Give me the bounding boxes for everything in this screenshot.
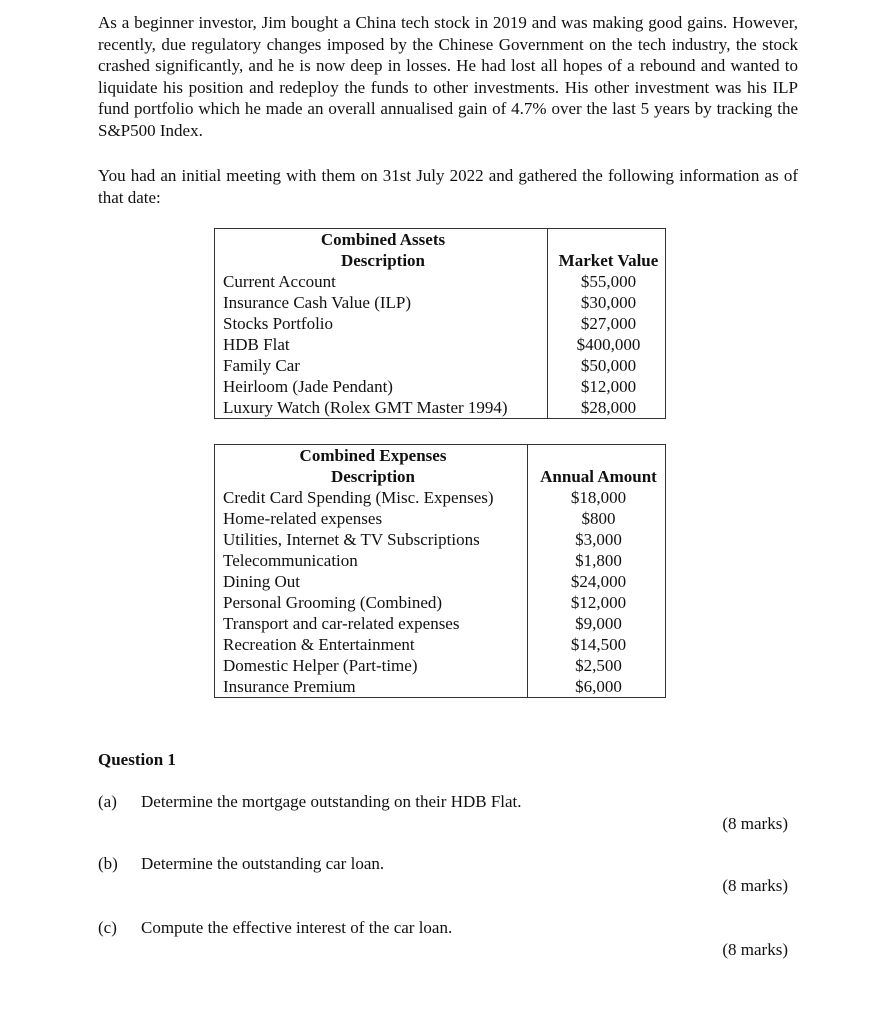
question-text: Determine the outstanding car loan. — [141, 854, 385, 873]
expense-value: $24,000 — [570, 572, 627, 591]
expense-value: $2,500 — [575, 656, 622, 675]
question-marks: (8 marks) — [722, 814, 788, 833]
expense-value: $12,000 — [570, 593, 627, 612]
asset-value: $28,000 — [580, 398, 637, 417]
asset-desc: Heirloom (Jade Pendant) — [215, 376, 548, 397]
table-row — [215, 334, 666, 355]
assets-table — [214, 228, 666, 419]
table-row — [215, 676, 666, 698]
question-marks: (8 marks) — [722, 940, 788, 959]
question-text: Determine the mortgage outstanding on their HDB Flat. — [141, 792, 522, 811]
question-label: (a) — [98, 792, 117, 811]
table-row — [215, 313, 666, 334]
assets-col-value: Market Value — [558, 251, 659, 270]
asset-value: $12,000 — [580, 377, 637, 396]
assets-col-desc: Description — [215, 250, 548, 271]
expense-desc: Utilities, Internet & TV Subscriptions — [215, 529, 528, 550]
meeting-paragraph: You had an initial meeting with them on 31st July 2022 and gathered the following information as of that date: — [98, 166, 798, 207]
table-row — [215, 529, 666, 550]
table-row — [215, 397, 666, 419]
intro-paragraph: As a beginner investor, Jim bought a China tech stock in 2019 and was making good gains. However, recently, due regulatory changes imposed by the Chinese Government on the tech industry, the stock crashed significantly, and he is now deep in losses. He had lost all hopes of a rebound and wanted to liquidate his position and redeploy the funds to other investments. His other investment was his ILP fund portfolio which he made an overall annualised gain of 4.7% over the last 5 years by tracking the S&P500 Index. — [98, 13, 798, 140]
expense-value: $1,800 — [575, 551, 622, 570]
expense-desc: Domestic Helper (Part-time) — [215, 655, 528, 676]
table-row — [215, 634, 666, 655]
expenses-caption: Combined Expenses — [215, 445, 528, 467]
expense-desc: Transport and car-related expenses — [215, 613, 528, 634]
question-text: Compute the effective interest of the car loan. — [141, 918, 453, 937]
expenses-col-value: Annual Amount — [540, 467, 657, 486]
table-row — [215, 550, 666, 571]
asset-desc: HDB Flat — [215, 334, 548, 355]
question-title: Question 1 — [98, 750, 176, 769]
table-row — [215, 487, 666, 508]
asset-desc: Insurance Cash Value (ILP) — [215, 292, 548, 313]
asset-value: $27,000 — [580, 314, 637, 333]
table-row — [215, 655, 666, 676]
asset-value: $30,000 — [580, 293, 637, 312]
expenses-col-desc: Description — [215, 466, 528, 487]
table-row — [215, 271, 666, 292]
asset-desc: Luxury Watch (Rolex GMT Master 1994) — [215, 397, 548, 419]
expense-value: $3,000 — [575, 530, 622, 549]
expenses-table — [214, 444, 666, 698]
expense-desc: Credit Card Spending (Misc. Expenses) — [215, 487, 528, 508]
assets-caption: Combined Assets — [215, 229, 548, 251]
table-row — [215, 613, 666, 634]
table-row — [215, 355, 666, 376]
expense-desc: Home-related expenses — [215, 508, 528, 529]
expense-value: $800 — [581, 509, 616, 528]
expense-desc: Dining Out — [215, 571, 528, 592]
question-marks: (8 marks) — [722, 876, 788, 895]
asset-value: $400,000 — [576, 335, 641, 354]
expense-desc: Telecommunication — [215, 550, 528, 571]
expense-desc: Personal Grooming (Combined) — [215, 592, 528, 613]
asset-value: $55,000 — [580, 272, 637, 291]
expense-desc: Recreation & Entertainment — [215, 634, 528, 655]
expense-value: $9,000 — [575, 614, 622, 633]
asset-desc: Stocks Portfolio — [215, 313, 548, 334]
table-row — [215, 292, 666, 313]
expense-value: $14,500 — [570, 635, 627, 654]
expense-desc: Insurance Premium — [215, 676, 528, 698]
asset-desc: Current Account — [215, 271, 548, 292]
expense-value: $18,000 — [570, 488, 627, 507]
table-row — [215, 376, 666, 397]
table-row — [215, 508, 666, 529]
table-row — [215, 592, 666, 613]
expense-value: $6,000 — [575, 677, 622, 696]
question-label: (b) — [98, 854, 118, 873]
question-label: (c) — [98, 918, 117, 937]
table-row — [215, 571, 666, 592]
asset-desc: Family Car — [215, 355, 548, 376]
asset-value: $50,000 — [580, 356, 637, 375]
